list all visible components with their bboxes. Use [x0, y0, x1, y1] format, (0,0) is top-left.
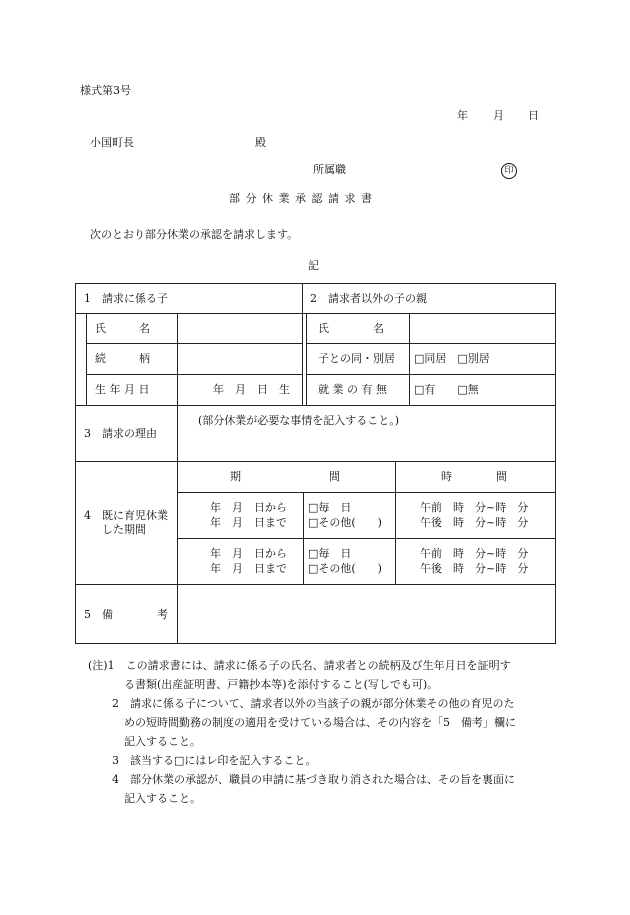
row2-to: 年 月 日まで — [210, 562, 287, 575]
relation-label: 続 柄 — [95, 352, 150, 365]
ki-label: 記 — [308, 259, 319, 272]
cohabit-options: □同居 □別居 — [414, 352, 490, 365]
birth-date-value: 年 月 日 生 — [213, 383, 290, 396]
row1-from: 年 月 日から — [210, 501, 287, 514]
row1-option-daily: □毎 日 — [308, 501, 352, 514]
date-day: 日 — [528, 109, 539, 122]
child-name-label: 氏 名 — [95, 322, 150, 335]
row1-option-other: □その他( ) — [308, 516, 382, 529]
row2-pm: 午後 時 分~時 分 — [420, 562, 529, 575]
section2-title: 2 請求者以外の子の親 — [310, 292, 427, 305]
section1-title: 1 請求に係る子 — [84, 292, 168, 305]
row1-to: 年 月 日まで — [210, 516, 287, 529]
note-1b: る書類(出産証明書、戸籍抄本等)を添付すること(写しでも可)。 — [124, 678, 439, 691]
section4-label-line2: した期間 — [102, 523, 146, 536]
row2-option-daily: □毎 日 — [308, 547, 352, 560]
intro-text: 次のとおり部分休業の承認を請求します。 — [90, 228, 299, 241]
parent-name-label: 氏 名 — [318, 322, 384, 335]
date-year: 年 — [457, 109, 468, 122]
note-2a: 2 請求に係る子について、請求者以外の当該子の親が部分休業その他の育児のた — [112, 697, 515, 710]
honorific: 殿 — [255, 136, 266, 149]
period-header: 期 間 — [230, 470, 340, 483]
section3-label: 3 請求の理由 — [84, 427, 157, 440]
note-3: 3 該当する□にはレ印を記入すること。 — [112, 754, 317, 767]
section3-note: (部分休業が必要な事情を記入すること。) — [198, 414, 400, 427]
affiliation-label: 所属職 — [313, 163, 346, 176]
section5-label: 5 備 考 — [84, 608, 168, 621]
row2-from: 年 月 日から — [210, 547, 287, 560]
birth-date-label: 生 年 月 日 — [95, 383, 150, 396]
addressee: 小国町長 — [90, 136, 134, 149]
row2-am: 午前 時 分~時 分 — [420, 547, 529, 560]
row2-option-other: □その他( ) — [308, 562, 382, 575]
note-2b: めの短時間勤務の制度の適用を受けている場合は、その内容を「5 備考」欄に — [124, 716, 516, 729]
note-4a: 4 部分休業の承認が、職員の申請に基づき取り消された場合は、その旨を裏面に — [112, 773, 515, 786]
cohabit-label: 子との同・別居 — [318, 352, 395, 365]
row1-pm: 午後 時 分~時 分 — [420, 516, 529, 529]
note-4b: 記入すること。 — [124, 792, 201, 805]
employment-label: 就 業 の 有 無 — [318, 383, 387, 396]
form-number: 様式第3号 — [80, 84, 131, 97]
note-2c: 記入すること。 — [124, 735, 201, 748]
note-1a: (注)1 この請求書には、請求に係る子の氏名、請求者との続柄及び生年月日を証明す — [88, 659, 511, 672]
form-title: 部 分 休 業 承 認 請 求 書 — [229, 192, 373, 205]
row1-am: 午前 時 分~時 分 — [420, 501, 529, 514]
time-header: 時 間 — [441, 470, 507, 483]
seal-mark: 印 — [501, 163, 517, 179]
date-month: 月 — [493, 109, 504, 122]
employment-options: □有 □無 — [414, 383, 479, 396]
section4-label-line1: 4 既に育児休業 — [84, 509, 168, 522]
